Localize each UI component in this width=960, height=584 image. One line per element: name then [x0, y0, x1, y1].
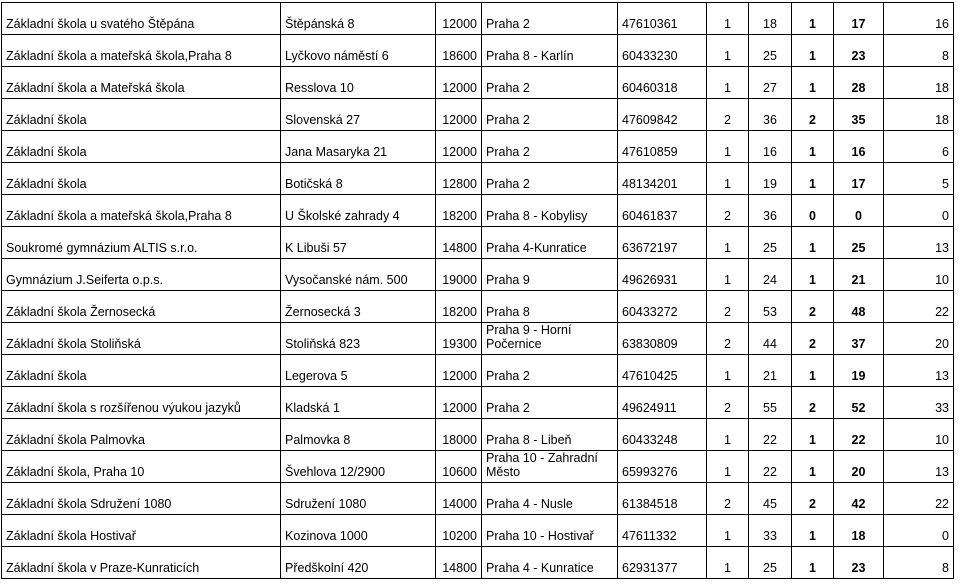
count-a-cell: 1	[707, 451, 749, 483]
count-b-cell: 36	[749, 99, 792, 131]
table-row	[2, 35, 954, 67]
ico-cell: 63830809	[618, 323, 707, 355]
ico-cell: 60433230	[618, 35, 707, 67]
count-d-cell: 18	[834, 515, 884, 547]
street-address-cell: U Školské zahrady 4	[281, 195, 436, 227]
count-c-cell: 2	[792, 323, 834, 355]
count-d-cell: 23	[834, 35, 884, 67]
count-c-cell: 1	[792, 451, 834, 483]
postal-code-cell: 14000	[436, 483, 482, 515]
city-district-cell: Praha 10 - Hostivař	[482, 515, 618, 547]
count-e-cell: 18	[884, 67, 954, 99]
table-row	[2, 131, 954, 163]
count-d-cell: 20	[834, 451, 884, 483]
count-d-cell: 28	[834, 67, 884, 99]
city-district-cell: Praha 4 - Nusle	[482, 483, 618, 515]
city-district-cell: Praha 9	[482, 259, 618, 291]
count-c-cell: 1	[792, 259, 834, 291]
school-name-cell: Gymnázium J.Seiferta o.p.s.	[2, 259, 281, 291]
count-d-cell: 25	[834, 227, 884, 259]
school-name-cell: Základní škola	[2, 355, 281, 387]
count-c-cell: 1	[792, 227, 834, 259]
street-address-cell: Resslova 10	[281, 67, 436, 99]
school-name-cell: Základní škola Hostivař	[2, 515, 281, 547]
ico-cell: 63672197	[618, 227, 707, 259]
count-b-cell: 19	[749, 163, 792, 195]
city-district-cell: Praha 2	[482, 99, 618, 131]
city-district-cell: Praha 8 - Kobylisy	[482, 195, 618, 227]
count-a-cell: 2	[707, 99, 749, 131]
count-e-cell: 13	[884, 355, 954, 387]
count-b-cell: 21	[749, 355, 792, 387]
street-address-cell: Kozinova 1000	[281, 515, 436, 547]
count-b-cell: 24	[749, 259, 792, 291]
count-c-cell: 1	[792, 163, 834, 195]
count-b-cell: 44	[749, 323, 792, 355]
table-row	[2, 323, 954, 355]
count-a-cell: 2	[707, 387, 749, 419]
ico-cell: 47611332	[618, 515, 707, 547]
ico-cell: 47609842	[618, 99, 707, 131]
table-row	[2, 419, 954, 451]
count-d-cell: 35	[834, 99, 884, 131]
ico-cell: 47610361	[618, 3, 707, 35]
ico-cell: 47610425	[618, 355, 707, 387]
count-b-cell: 22	[749, 451, 792, 483]
count-b-cell: 27	[749, 67, 792, 99]
table-row	[2, 3, 954, 35]
postal-code-cell: 12000	[436, 3, 482, 35]
school-name-cell: Základní škola a Mateřská škola	[2, 67, 281, 99]
count-d-cell: 23	[834, 547, 884, 579]
count-a-cell: 1	[707, 35, 749, 67]
count-c-cell: 2	[792, 387, 834, 419]
table-row	[2, 163, 954, 195]
table-row	[2, 227, 954, 259]
ico-cell: 49624911	[618, 387, 707, 419]
count-e-cell: 10	[884, 259, 954, 291]
count-c-cell: 2	[792, 99, 834, 131]
count-a-cell: 1	[707, 3, 749, 35]
count-b-cell: 55	[749, 387, 792, 419]
count-d-cell: 37	[834, 323, 884, 355]
count-a-cell: 2	[707, 323, 749, 355]
postal-code-cell: 18200	[436, 195, 482, 227]
count-e-cell: 16	[884, 3, 954, 35]
city-district-cell: Praha 2	[482, 387, 618, 419]
postal-code-cell: 12800	[436, 163, 482, 195]
count-e-cell: 13	[884, 227, 954, 259]
count-c-cell: 2	[792, 483, 834, 515]
postal-code-cell: 18600	[436, 35, 482, 67]
count-e-cell: 22	[884, 291, 954, 323]
postal-code-cell: 18000	[436, 419, 482, 451]
count-d-cell: 17	[834, 3, 884, 35]
street-address-cell: Sdružení 1080	[281, 483, 436, 515]
count-e-cell: 33	[884, 387, 954, 419]
count-d-cell: 52	[834, 387, 884, 419]
ico-cell: 47610859	[618, 131, 707, 163]
school-name-cell: Základní škola v Praze-Kunraticích	[2, 547, 281, 579]
school-name-cell: Základní škola	[2, 163, 281, 195]
count-d-cell: 0	[834, 195, 884, 227]
count-d-cell: 19	[834, 355, 884, 387]
street-address-cell: Palmovka 8	[281, 419, 436, 451]
count-a-cell: 1	[707, 227, 749, 259]
postal-code-cell: 10200	[436, 515, 482, 547]
count-c-cell: 2	[792, 291, 834, 323]
postal-code-cell: 14800	[436, 227, 482, 259]
count-c-cell: 1	[792, 419, 834, 451]
postal-code-cell: 10600	[436, 451, 482, 483]
city-district-cell: Praha 8	[482, 291, 618, 323]
count-c-cell: 0	[792, 195, 834, 227]
street-address-cell: Předškolní 420	[281, 547, 436, 579]
postal-code-cell: 12000	[436, 131, 482, 163]
street-address-cell: Vysočanské nám. 500	[281, 259, 436, 291]
ico-cell: 60460318	[618, 67, 707, 99]
count-b-cell: 16	[749, 131, 792, 163]
schools-table-body	[2, 3, 954, 579]
table-row	[2, 67, 954, 99]
ico-cell: 48134201	[618, 163, 707, 195]
count-b-cell: 22	[749, 419, 792, 451]
postal-code-cell: 12000	[436, 99, 482, 131]
school-name-cell: Soukromé gymnázium ALTIS s.r.o.	[2, 227, 281, 259]
postal-code-cell: 12000	[436, 387, 482, 419]
count-a-cell: 1	[707, 515, 749, 547]
count-c-cell: 1	[792, 3, 834, 35]
count-a-cell: 1	[707, 547, 749, 579]
city-district-cell: Praha 10 - Zahradní Město	[482, 451, 618, 483]
count-c-cell: 1	[792, 35, 834, 67]
count-b-cell: 45	[749, 483, 792, 515]
count-e-cell: 6	[884, 131, 954, 163]
school-name-cell: Základní škola Palmovka	[2, 419, 281, 451]
count-e-cell: 22	[884, 483, 954, 515]
table-row	[2, 259, 954, 291]
street-address-cell: Legerova 5	[281, 355, 436, 387]
street-address-cell: Kladská 1	[281, 387, 436, 419]
schools-table	[1, 2, 954, 579]
count-d-cell: 16	[834, 131, 884, 163]
city-district-cell: Praha 4 - Kunratice	[482, 547, 618, 579]
city-district-cell: Praha 2	[482, 3, 618, 35]
count-a-cell: 2	[707, 291, 749, 323]
count-e-cell: 10	[884, 419, 954, 451]
count-e-cell: 5	[884, 163, 954, 195]
ico-cell: 61384518	[618, 483, 707, 515]
count-b-cell: 36	[749, 195, 792, 227]
school-name-cell: Základní škola s rozšířenou výukou jazyků	[2, 387, 281, 419]
count-c-cell: 1	[792, 547, 834, 579]
postal-code-cell: 19000	[436, 259, 482, 291]
street-address-cell: Stoliňská 823	[281, 323, 436, 355]
count-d-cell: 17	[834, 163, 884, 195]
city-district-cell: Praha 8 - Karlín	[482, 35, 618, 67]
school-name-cell: Základní škola a mateřská škola,Praha 8	[2, 35, 281, 67]
city-district-cell: Praha 2	[482, 355, 618, 387]
count-e-cell: 8	[884, 35, 954, 67]
count-c-cell: 1	[792, 131, 834, 163]
count-c-cell: 1	[792, 67, 834, 99]
table-row	[2, 195, 954, 227]
count-e-cell: 8	[884, 547, 954, 579]
count-e-cell: 13	[884, 451, 954, 483]
postal-code-cell: 19300	[436, 323, 482, 355]
school-name-cell: Základní škola, Praha 10	[2, 451, 281, 483]
count-a-cell: 2	[707, 195, 749, 227]
city-district-cell: Praha 2	[482, 131, 618, 163]
ico-cell: 49626931	[618, 259, 707, 291]
ico-cell: 65993276	[618, 451, 707, 483]
count-b-cell: 33	[749, 515, 792, 547]
count-a-cell: 1	[707, 355, 749, 387]
count-b-cell: 18	[749, 3, 792, 35]
street-address-cell: Jana Masaryka 21	[281, 131, 436, 163]
table-row	[2, 99, 954, 131]
count-a-cell: 1	[707, 163, 749, 195]
count-a-cell: 2	[707, 483, 749, 515]
street-address-cell: Slovenská 27	[281, 99, 436, 131]
count-e-cell: 0	[884, 195, 954, 227]
street-address-cell: Botičská 8	[281, 163, 436, 195]
count-e-cell: 0	[884, 515, 954, 547]
count-a-cell: 1	[707, 259, 749, 291]
table-row	[2, 483, 954, 515]
street-address-cell: Lyčkovo náměstí 6	[281, 35, 436, 67]
count-d-cell: 21	[834, 259, 884, 291]
table-row	[2, 387, 954, 419]
city-district-cell: Praha 9 - Horní Počernice	[482, 323, 618, 355]
count-a-cell: 1	[707, 419, 749, 451]
school-name-cell: Základní škola a mateřská škola,Praha 8	[2, 195, 281, 227]
count-d-cell: 48	[834, 291, 884, 323]
school-name-cell: Základní škola u svatého Štěpána	[2, 3, 281, 35]
count-d-cell: 42	[834, 483, 884, 515]
street-address-cell: Štěpánská 8	[281, 3, 436, 35]
school-name-cell: Základní škola	[2, 99, 281, 131]
count-e-cell: 20	[884, 323, 954, 355]
street-address-cell: Žernosecká 3	[281, 291, 436, 323]
table-row	[2, 547, 954, 579]
postal-code-cell: 14800	[436, 547, 482, 579]
count-b-cell: 25	[749, 547, 792, 579]
count-c-cell: 1	[792, 515, 834, 547]
count-d-cell: 22	[834, 419, 884, 451]
school-name-cell: Základní škola Žernosecká	[2, 291, 281, 323]
school-name-cell: Základní škola Sdružení 1080	[2, 483, 281, 515]
table-row	[2, 451, 954, 483]
ico-cell: 60461837	[618, 195, 707, 227]
city-district-cell: Praha 2	[482, 163, 618, 195]
table-row	[2, 291, 954, 323]
school-name-cell: Základní škola Stoliňská	[2, 323, 281, 355]
ico-cell: 62931377	[618, 547, 707, 579]
count-b-cell: 25	[749, 227, 792, 259]
count-a-cell: 1	[707, 131, 749, 163]
city-district-cell: Praha 8 - Libeň	[482, 419, 618, 451]
city-district-cell: Praha 4-Kunratice	[482, 227, 618, 259]
count-b-cell: 53	[749, 291, 792, 323]
postal-code-cell: 12000	[436, 355, 482, 387]
city-district-cell: Praha 2	[482, 67, 618, 99]
count-c-cell: 1	[792, 355, 834, 387]
ico-cell: 60433248	[618, 419, 707, 451]
street-address-cell: K Libuši 57	[281, 227, 436, 259]
count-e-cell: 18	[884, 99, 954, 131]
school-name-cell: Základní škola	[2, 131, 281, 163]
street-address-cell: Švehlova 12/2900	[281, 451, 436, 483]
count-b-cell: 25	[749, 35, 792, 67]
postal-code-cell: 12000	[436, 67, 482, 99]
table-row	[2, 515, 954, 547]
postal-code-cell: 18200	[436, 291, 482, 323]
table-row	[2, 355, 954, 387]
ico-cell: 60433272	[618, 291, 707, 323]
count-a-cell: 1	[707, 67, 749, 99]
